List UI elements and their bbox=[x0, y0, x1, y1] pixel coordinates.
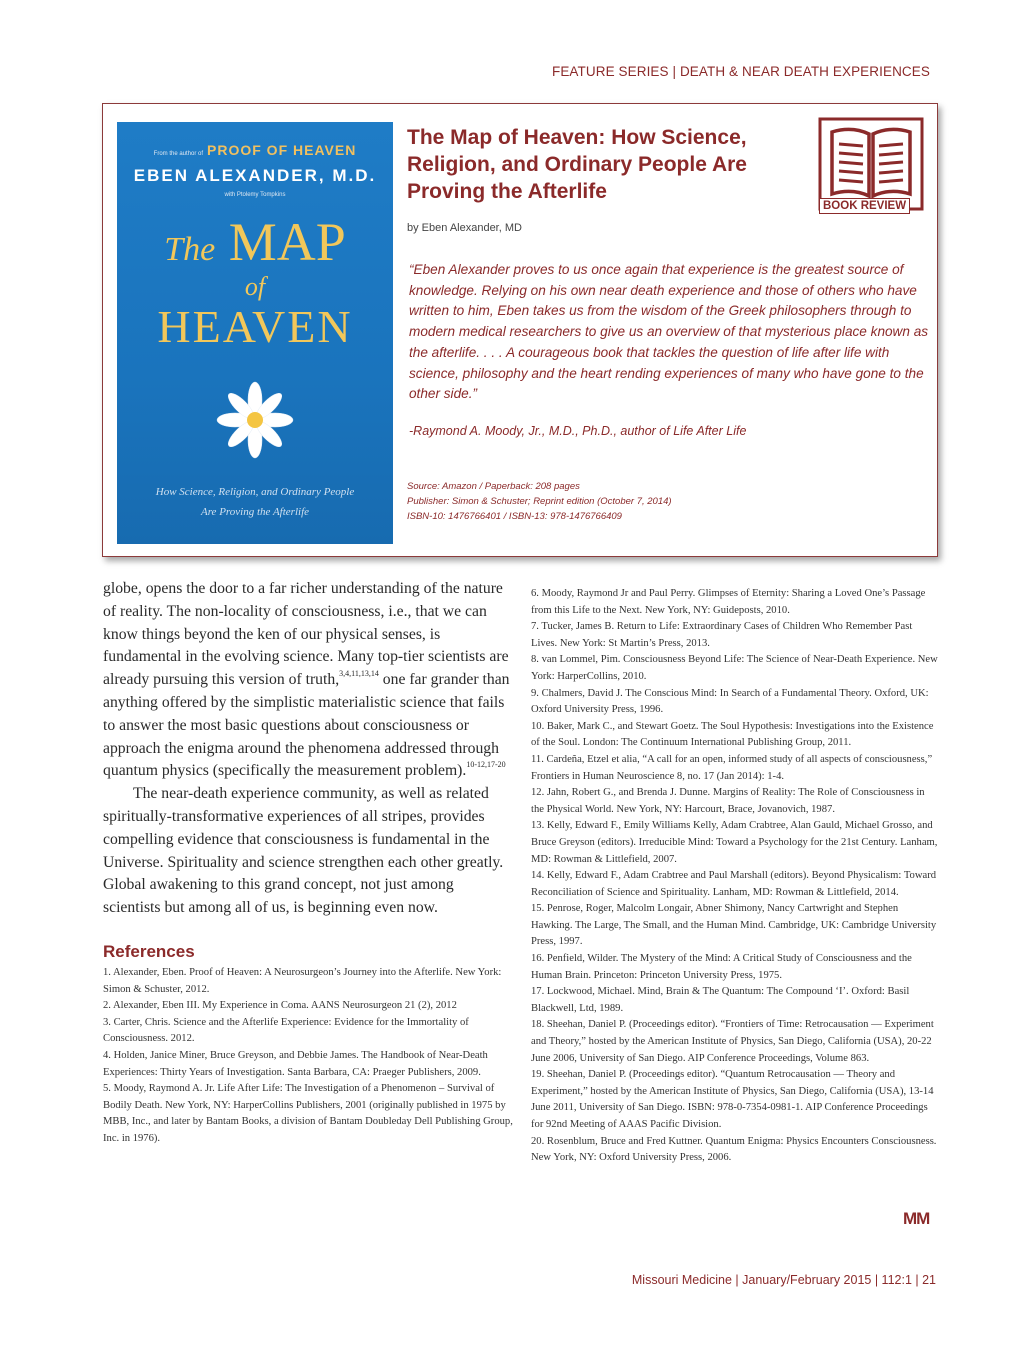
reference-item: 2. Alexander, Eben III. My Experience in Coma. AANS Neurosurgeon 21 (2), 2012 bbox=[103, 1000, 457, 1012]
reference-item: 19. Sheehan, Daniel P. (Proceedings editor). “Quantum Retrocausation — Theory and Experiment,” hosted by the American Institute of Physics, San Diego, California (USA), 13-14 June 2011, University of San Diego. ISBN: 978-0-7354-0981-1. AIP Conference Proceedings for 92nd Meeting of AAAS Pacific Division. bbox=[531, 1069, 934, 1130]
cover-from-author: From the author of PROOF OF HEAVEN bbox=[153, 142, 357, 158]
reference-item: 8. van Lommel, Pim. Consciousness Beyond Life: The Science of Near-Death Experience. New York: HarperCollins, 2010. bbox=[531, 654, 938, 682]
book-byline: by Eben Alexander, MD bbox=[407, 222, 522, 234]
reference-item: 14. Kelly, Edward F., Adam Crabtree and Paul Marshall (editors). Beyond Physicalism: Toward Reconciliation of Science and Spirituality. Lanham, MD: Rowman & Littlefield, 2014. bbox=[531, 870, 937, 898]
reference-item: 3. Carter, Chris. Science and the Afterlife Experience: Evidence for the Immortality of Consciousness. 2012. bbox=[103, 1016, 469, 1045]
reference-item: 10. Baker, Mark C., and Stewart Goetz. The Soul Hypothesis: Investigations into the Existence of the Soul. London: The Continuum International Publishing Group, 2011. bbox=[531, 720, 934, 749]
reference-item: 12. Jahn, Robert G., and Brenda J. Dunne. Margins of Reality: The Role of Consciousness in the Physical World. New York, NY: Harcourt, Brace, Jovanovich, 1987. bbox=[531, 787, 925, 815]
reference-item: 4. Holden, Janice Miner, Bruce Greyson, and Debbie James. The Handbook of Near-Death Experiences: Thirty Years of Investigation. Santa Barbara, CA: Praeger Publishers, 2009. bbox=[103, 1049, 488, 1078]
book-source: Source: Amazon / Paperback: 208 pages bbox=[407, 481, 580, 492]
reference-item: 7. Tucker, James B. Return to Life: Extraordinary Cases of Children Who Remember Past Lives. New York: St Martin’s Press, 2013. bbox=[531, 621, 913, 649]
book-title: The Map of Heaven: How Science, Religion, and Ordinary People Are Proving the Afterlife bbox=[407, 126, 747, 203]
cover-title-heaven: HEAVEN bbox=[157, 301, 353, 352]
review-quote: “Eben Alexander proves to us once again that experience is the greatest source of knowledge. Relying on his own near death experience and those of others who have written to him, Eben takes us from the wisdom of the Greek philosophers through to modern medical researchers to give us an overview of that mysterious place known as the afterlife. . . . A courageous book that tackles the question of life after life with science, philosophy and the heart rending experiences of many who have gone to the other side.” bbox=[409, 262, 929, 402]
reference-item: 17. Lockwood, Michael. Mind, Brain & The Quantum: The Compound ‘I’. Oxford: Basil Blackwell, Ltd, 1989. bbox=[531, 986, 910, 1014]
reference-item: 9. Chalmers, David J. The Conscious Mind: In Search of a Fundamental Theory. Oxford, UK: Oxford University Press, 1996. bbox=[531, 687, 929, 716]
reference-item: 5. Moody, Raymond A. Jr. Life After Life: The Investigation of a Phenomenon – Survival of Bodily Death. New York, NY: HarperCollins Publishers, 2001 (originally published in 1975 by MBB, Inc., and later by Bantam Books, a division of Bantam Doubleday Dell Publishing Group, Inc. in 1976). bbox=[103, 1083, 513, 1144]
book-review-badge: BOOK REVIEW bbox=[819, 198, 910, 214]
cover-title-map: The MAP bbox=[164, 212, 346, 272]
citation-superscript: 3,4,11,13,14 bbox=[339, 669, 379, 679]
cover-author: EBEN ALEXANDER, M.D. bbox=[133, 166, 377, 185]
reference-item: 6. Moody, Raymond Jr and Paul Perry. Glimpses of Eternity: Sharing a Loved One’s Passage from this Life to the Next. New York, NY: Guideposts, 2010. bbox=[531, 588, 926, 616]
references-list-left bbox=[103, 965, 513, 1148]
quote-attribution: -Raymond A. Moody, Jr., M.D., Ph.D., author of Life After Life bbox=[409, 424, 747, 438]
reference-item: 11. Cardeña, Etzel et alia, “A call for an open, informed study of all aspects of consciousness,” Frontiers in Human Neuroscience 8, no. 17 (Jan 2014): 1-4. bbox=[531, 753, 933, 782]
body-paragraph-2: The near-death experience community, as well as related spiritually-transformative experiences of all stripes, provides compelling evidence that consciousness is fundamental in the Universe. Spirituality and science strengthen each other greatly. Global awakening to this grand concept, not just among scientists but among all of us, is beginning even now. bbox=[103, 785, 504, 917]
reference-item: 16. Penfield, Wilder. The Mystery of the Mind: A Critical Study of Consciousness and the Human Brain. Princeton: Princeton University Press, 1975. bbox=[531, 953, 912, 981]
right-column bbox=[531, 583, 939, 1167]
citation-superscript: 10-12,17-20 bbox=[466, 760, 506, 770]
cover-subtitle: How Science, Religion, and Ordinary People Are Proving the Afterlife bbox=[155, 486, 355, 518]
references-list-right bbox=[531, 586, 939, 1167]
mm-logo: MM bbox=[903, 1209, 930, 1228]
page-footer: Missouri Medicine | January/February 2015 | 112:1 | 21 bbox=[631, 1273, 936, 1287]
reference-item: 15. Penrose, Roger, Malcolm Longair, Abner Shimony, Nancy Cartwright and Stephen Hawking. The Large, The Small, and the Human Mind. Cambridge, UK: Cambridge University Press, 1997. bbox=[531, 903, 937, 948]
feature-series-header: FEATURE SERIES | DEATH & NEAR DEATH EXPERIENCES bbox=[551, 64, 930, 79]
left-column bbox=[103, 578, 513, 1147]
reference-item: 20. Rosenblum, Bruce and Fred Kuttner. Quantum Enigma: Physics Encounters Consciousness. New York, NY: Oxford University Press, 2006. bbox=[531, 1135, 937, 1164]
reference-item: 18. Sheehan, Daniel P. (Proceedings editor). “Frontiers of Time: Retrocausation — Experiment and Theory,” hosted by the American Institute of Physics, San Diego, California (USA), 20-22 June 2006, University of San Diego. AIP Conference Proceedings, Volume 863. bbox=[531, 1019, 934, 1064]
cover-title-of: of bbox=[244, 272, 266, 301]
reference-item: 1. Alexander, Eben. Proof of Heaven: A Neurosurgeon’s Journey into the Afterlife. New York: Simon & Schuster, 2012. bbox=[103, 966, 502, 995]
references-heading: References bbox=[103, 941, 195, 961]
reference-item: 13. Kelly, Edward F., Emily Williams Kelly, Adam Crabtree, Alan Gauld, Michael Grosso, and Bruce Greyson (editors). Irreducible Mind: Toward a Psychology for the 21st Century. Lanham, MD: Rowman & Littlefield, 2007. bbox=[531, 820, 938, 865]
book-review-box bbox=[102, 103, 938, 557]
book-details bbox=[407, 479, 672, 524]
cover-coauthor: with Ptolemy Tompkins bbox=[224, 192, 286, 198]
book-isbn: ISBN-10: 1476766401 / ISBN-13: 978-1476766409 bbox=[407, 511, 622, 522]
book-publisher: Publisher: Simon & Schuster; Reprint edition (October 7, 2014) bbox=[407, 496, 672, 507]
body-paragraph-1: globe, opens the door to a far richer understanding of the nature of reality. The non-locality of consciousness, i.e., that we can know things beyond the ken of our physical senses, is fundamental in the evolving science. Many top-tier scientists are already pursuing this version of truth,$^{3,4,11,13,14}$ one far grander than anything offered by the simplistic materialistic science that fails to answer the most basic questions about consciousness or approach the enigma around the phenomena addressed through quantum physics (specifically the measurement problem).$^{10-12,17-20}$ bbox=[103, 580, 510, 780]
lotus-flower-icon bbox=[215, 380, 295, 460]
book-cover bbox=[117, 122, 393, 544]
